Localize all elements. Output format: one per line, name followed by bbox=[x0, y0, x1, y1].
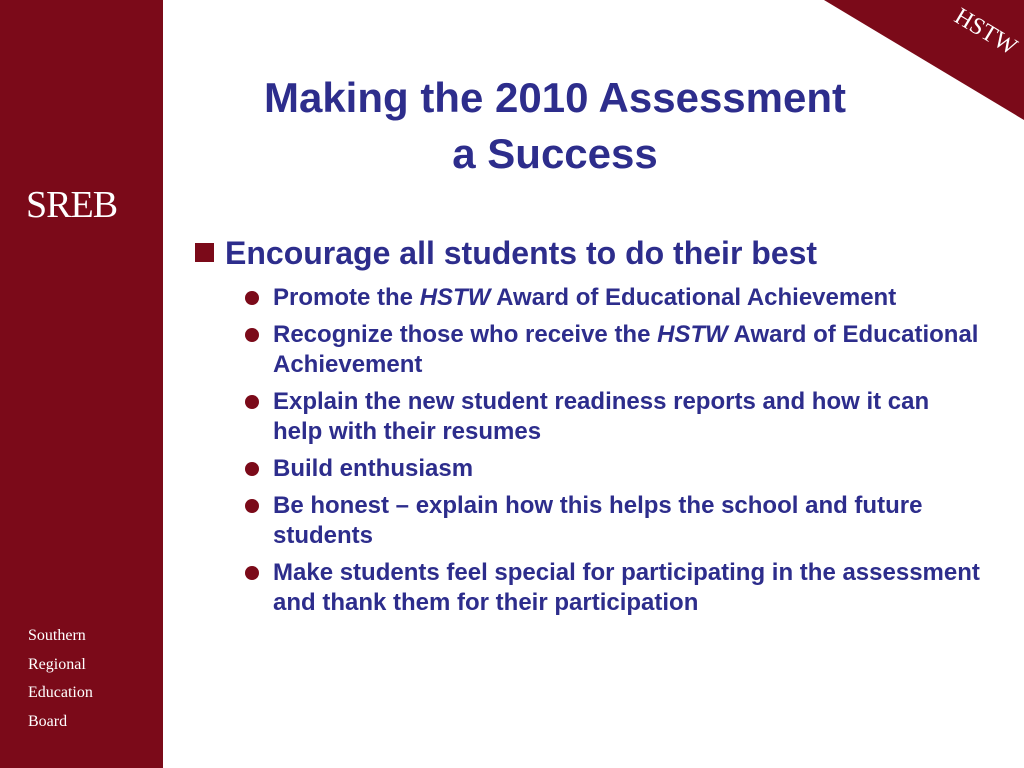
org-line-3: Education bbox=[28, 684, 93, 701]
title-line-1: Making the 2010 Assessment bbox=[263, 74, 847, 121]
org-line-4: Board bbox=[28, 712, 68, 730]
title-line-2: a Success bbox=[452, 130, 658, 177]
list-item: Explain the new student readiness reports and how it can help with their resumes bbox=[244, 387, 984, 447]
list-item: Be honest – explain how this helps the school and future students bbox=[244, 491, 984, 551]
list-item: Promote the HSTW Award of Educational Achievement bbox=[244, 283, 984, 313]
round-bullet-icon bbox=[245, 291, 259, 305]
list-item: Make students feel special for participating in the assessment and thank them for their participation bbox=[244, 558, 984, 618]
hstw-badge-label: HSTW bbox=[949, 3, 1022, 61]
round-bullet-icon bbox=[245, 462, 259, 476]
round-bullet-icon bbox=[245, 499, 259, 513]
slide-title bbox=[190, 70, 920, 182]
org-line-2: Regional bbox=[28, 655, 86, 673]
round-bullet-icon bbox=[245, 566, 259, 580]
square-bullet-icon bbox=[195, 243, 214, 262]
list-item: Recognize those who receive the HSTW Award of Educational Achievement bbox=[244, 320, 984, 380]
sidebar bbox=[0, 0, 163, 768]
round-bullet-icon bbox=[245, 395, 259, 409]
list-item: Build enthusiasm bbox=[244, 454, 984, 484]
main-bullet-text: Encourage all students to do their best bbox=[225, 235, 818, 271]
sreb-logo: SREB bbox=[26, 184, 118, 226]
org-line-1: Southern bbox=[28, 627, 86, 644]
organization-name bbox=[28, 622, 93, 736]
main-bullet bbox=[195, 232, 995, 274]
sub-bullet-list bbox=[244, 283, 984, 625]
round-bullet-icon bbox=[245, 328, 259, 342]
